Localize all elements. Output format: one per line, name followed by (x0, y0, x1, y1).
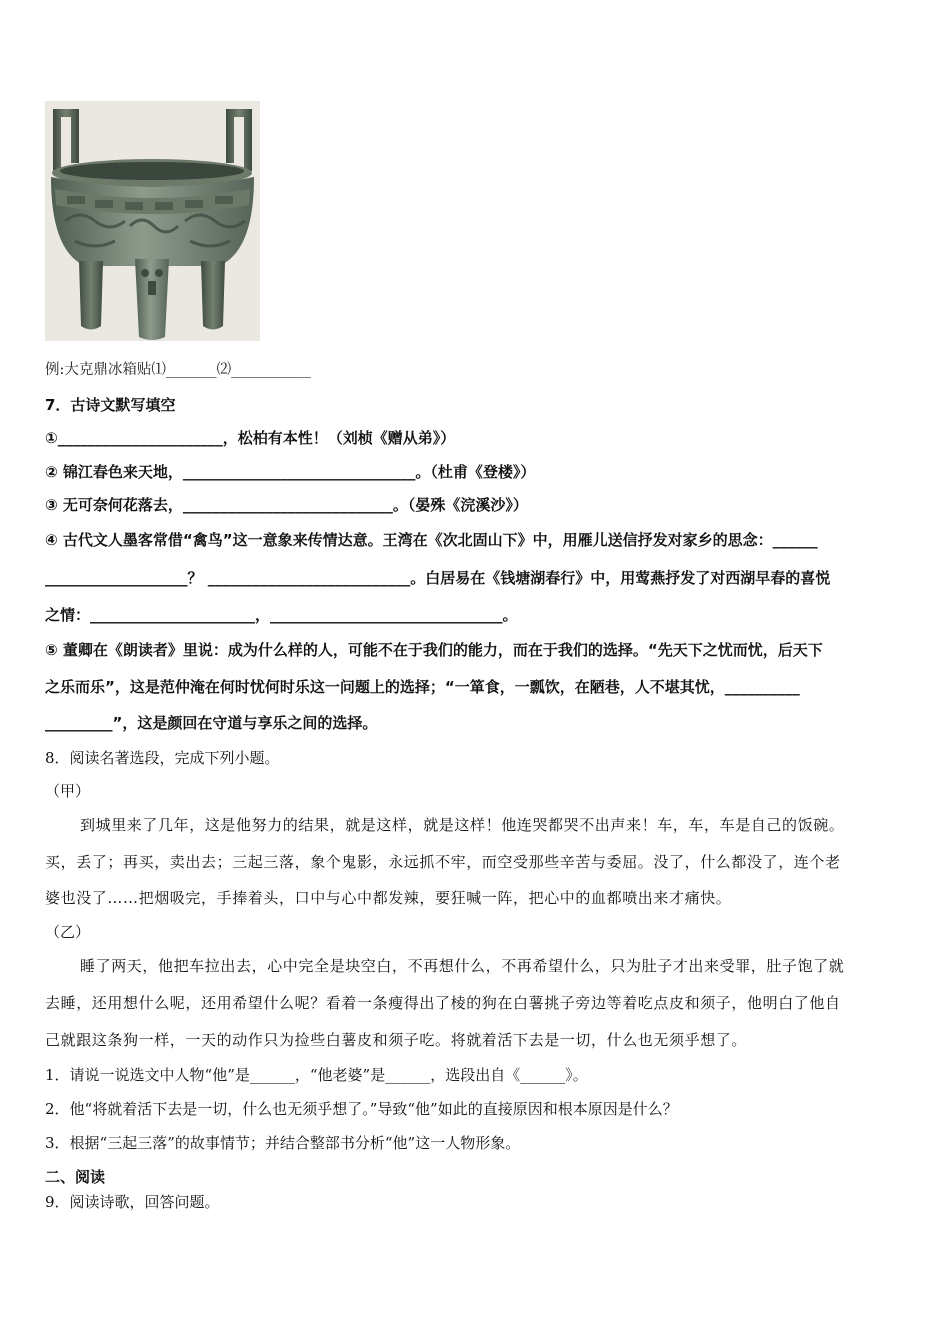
q7-line-4c: 之情：______________________，_______________________________。 (45, 606, 518, 624)
q8-jia-line-2: 买，丢了；再买，卖出去；三起三落，象个鬼影，永远抓不牢，而空受那些辛苦与委屈。没了，什么都没了，连个老 (45, 853, 841, 871)
q8-sub-question-1: 1．请说一说选文中人物“他”是______，“他老婆”是______，选段出自《______》。 (45, 1066, 588, 1084)
q8-jia-label: （甲） (45, 782, 91, 800)
q7-line-5b: 之乐而乐”，这是范仲淹在何时忧何时乐这一问题上的选择；“一箪食，一瓢饮，在陋巷，人不堪其忧，__________ (45, 678, 800, 696)
q8-yi-line-3: 己就跟这条狗一样，一天的动作只为捡些白薯皮和须子吃。将就着活下去是一切，什么也无须乎想了。 (45, 1031, 748, 1049)
section-2-title: 二、阅读 (45, 1168, 106, 1186)
q7-title: 7．古诗文默写填空 (45, 396, 176, 414)
q7-line-5c: _________”，这是颜回在守道与享乐之间的选择。 (45, 714, 378, 732)
q8-jia-line-1: 到城里来了几年，这是他努力的结果，就是这样，就是这样！他连哭都哭不出声来！车，车，车是自己的饭碗。 (80, 816, 845, 834)
q7-line-4b: ___________________？ ___________________________。白居易在《钱塘湖春行》中，用莺燕抒发了对西湖早春的喜悦 (45, 569, 831, 587)
q8-title: 8．阅读名著选段，完成下列小题。 (45, 749, 280, 767)
q8-yi-line-2: 去睡，还用想什么呢，还用希望什么呢？看着一条瘦得出了棱的狗在白薯挑子旁边等着吃点皮和须子，他明白了他自 (45, 994, 841, 1012)
q8-jia-line-3: 婆也没了……把烟吸完，手捧着头，口中与心中都发辣，要狂喊一阵，把心中的血都喷出来才痛快。 (45, 889, 732, 907)
q8-yi-label: （乙） (45, 923, 91, 941)
q9-title: 9．阅读诗歌，回答问题。 (45, 1193, 220, 1211)
q8-sub-question-2: 2．他“将就着活下去是一切，什么也无须乎想了。”导致“他”如此的直接原因和根本原因是什么？ (45, 1100, 678, 1118)
example-caption: 例:大克鼎冰箱贴⑴_______⑵___________ (45, 362, 311, 378)
q7-line-3: ③ 无可奈何花落去，____________________________。（晏殊《浣溪沙》） (45, 496, 528, 514)
q7-line-5a: ⑤ 董卿在《朗读者》里说：成为什么样的人，可能不在于我们的能力，而在于我们的选择。“先天下之忧而忧，后天下 (45, 641, 823, 659)
bronze-ding-vessel-photo (45, 101, 260, 341)
q8-yi-line-1: 睡了两天，他把车拉出去，心中完全是块空白，不再想什么，不再希望什么，只为肚子才出来受罪，肚子饱了就 (80, 957, 845, 975)
q8-sub-question-3: 3．根据“三起三落”的故事情节；并结合整部书分析“他”这一人物形象。 (45, 1134, 521, 1152)
q7-line-2: ② 锦江春色来天地，_______________________________。（杜甫《登楼》） (45, 463, 536, 481)
ding-vessel-icon (45, 101, 260, 341)
q7-line-4a: ④ 古代文人墨客常借“禽鸟”这一意象来传情达意。王湾在《次北固山下》中，用雁儿送信抒发对家乡的思念：______ (45, 531, 818, 549)
q7-line-1: ①______________________，松柏有本性！（刘桢《赠从弟》） (45, 429, 456, 447)
